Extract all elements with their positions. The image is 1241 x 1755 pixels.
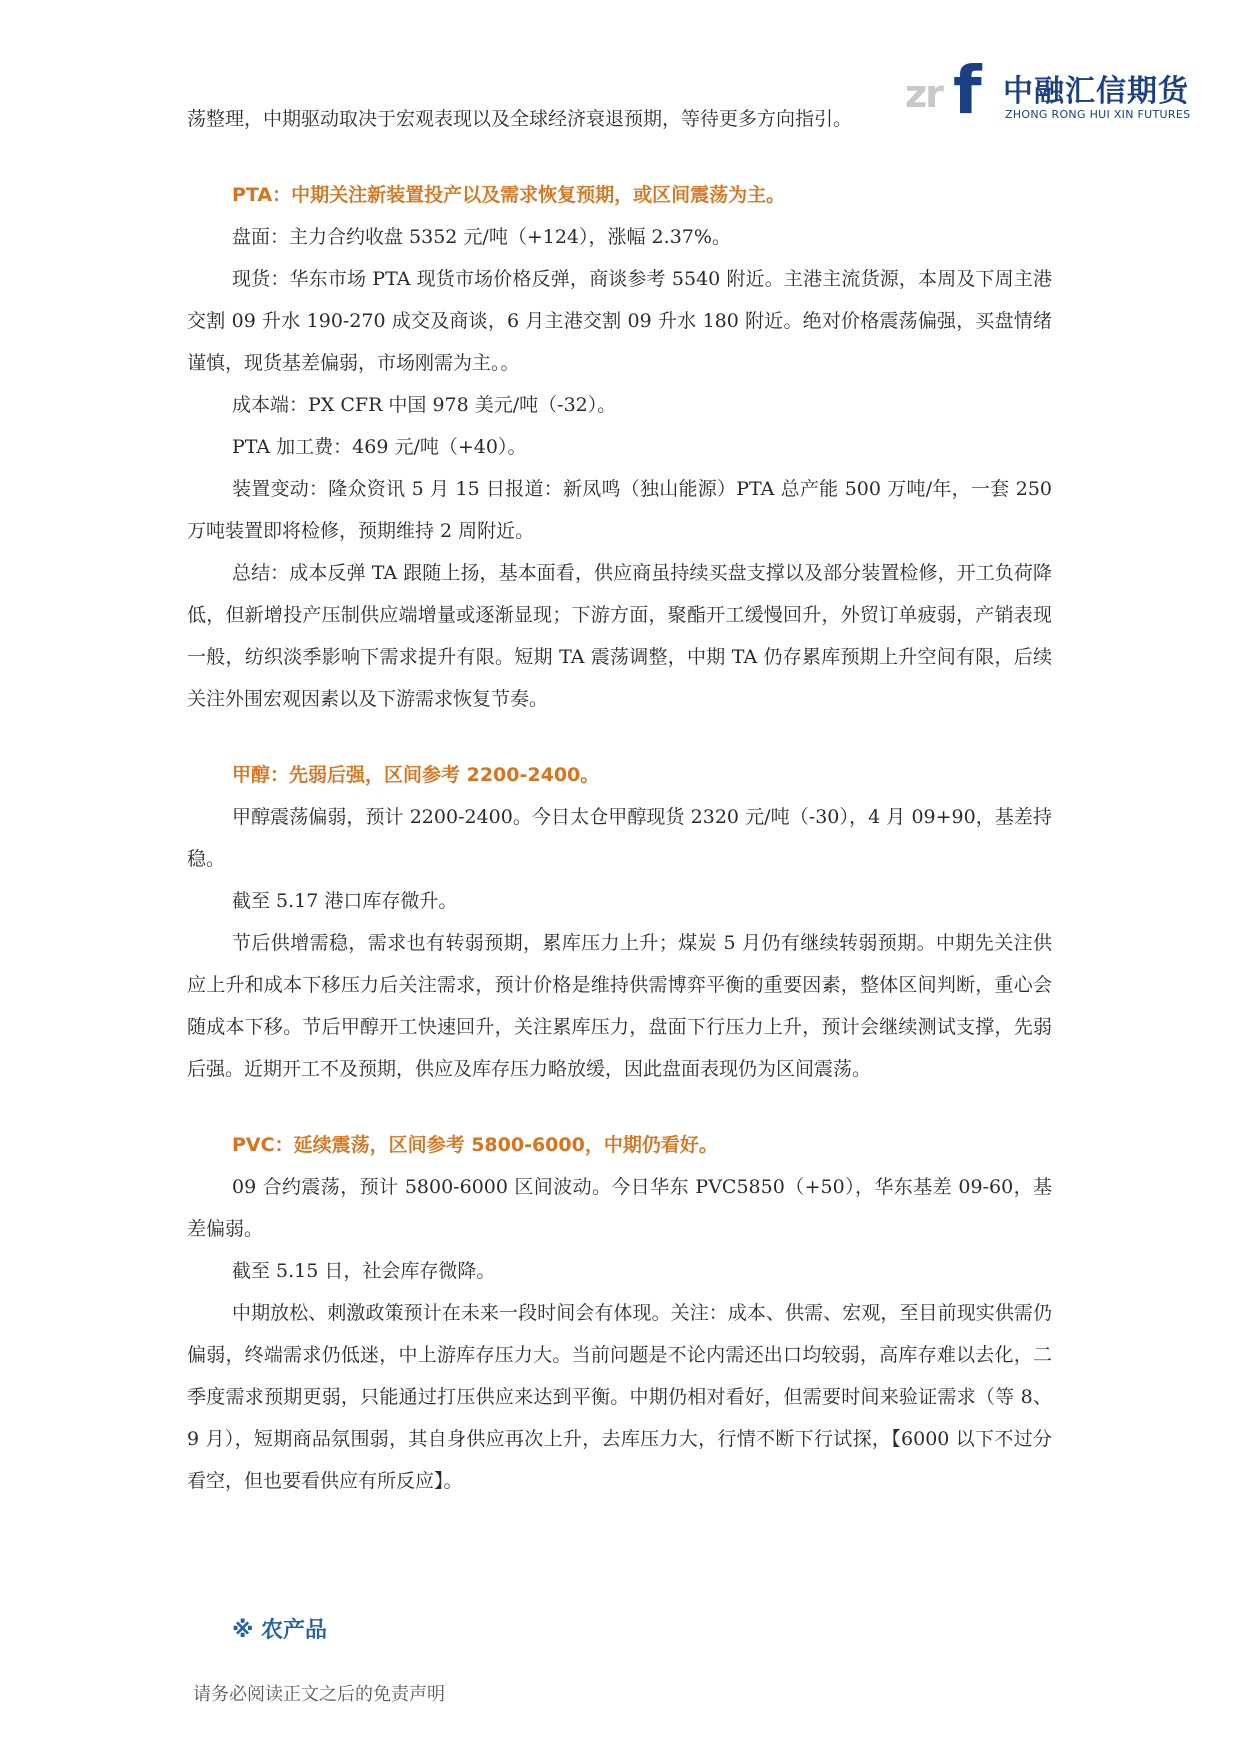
logo-mark-blue: f [953,52,982,129]
pvc-paragraph: 09 合约震荡，预计 5800-6000 区间波动。今日华东 PVC5850（+50），华东基差 09-60，基差偏弱。 [187,1176,1052,1240]
pta-heading: PTA：中期关注新装置投产以及需求恢复预期，或区间震荡为主。 [232,184,786,206]
pta-paragraph: 装置变动：隆众资讯 5 月 15 日报道：新凤鸣（独山能源）PTA 总产能 500 万吨/年，一套 250 万吨装置即将检修，预期维持 2 周附近。 [187,478,1052,542]
pta-paragraph: 总结：成本反弹 TA 跟随上扬，基本面看，供应商虽持续买盘支撑以及部分装置检修，开工负荷降低，但新增投产压制供应端增量或逐渐显现；下游方面，聚酯开工缓慢回升，外贸订单疲弱，产销表现一般，纺织淡季影响下需求提升有限。短期 TA 震荡调整，中期 TA 仍存累库预期上升空间有限，后续关注外围宏观因素以及下游需求恢复节奏。 [187,562,1052,710]
methanol-paragraph: 甲醇震荡偏弱，预计 2200-2400。今日太仓甲醇现货 2320 元/吨（-30），4 月 09+90，基差持稳。 [187,806,1052,870]
intro-paragraph: 荡整理，中期驱动取决于宏观表现以及全球经济衰退预期，等待更多方向指引。 [187,108,853,130]
pvc-heading: PVC：延续震荡，区间参考 5800-6000，中期仍看好。 [232,1134,718,1156]
pta-paragraph: 现货：华东市场 PTA 现货市场价格反弹，商谈参考 5540 附近。主港主流货源，本周及下周主港交割 09 升水 190-270 成交及商谈，6 月主港交割 09 升水 180 附近。绝对价格震荡偏强，买盘情绪谨慎，现货基差偏弱，市场刚需为主。。 [187,268,1052,374]
logo-mark-grey: zr [905,72,942,116]
logo-name-en: ZHONG RONG HUI XIN FUTURES [1005,108,1191,121]
pta-paragraph: 成本端：PX CFR 中国 978 美元/吨（-32）。 [232,394,617,416]
methanol-heading: 甲醇：先弱后强，区间参考 2200-2400。 [232,764,600,786]
report-body [187,98,1052,1502]
pvc-paragraph: 截至 5.15 日，社会库存微降。 [232,1260,496,1282]
methanol-paragraph: 节后供增需稳，需求也有转弱预期，累库压力上升；煤炭 5 月仍有继续转弱预期。中期先关注供应上升和成本下移压力后关注需求，预计价格是维持供需博弈平衡的重要因素，整体区间判断，重心会随成本下移。节后甲醇开工快速回升，关注累库压力，盘面下行压力上升，预计会继续测试支撑，先弱后强。近期开工不及预期，供应及库存压力略放缓，因此盘面表现仍为区间震荡。 [187,932,1052,1080]
pta-paragraph: PTA 加工费：469 元/吨（+40）。 [232,436,527,458]
pvc-paragraph: 中期放松、刺激政策预计在未来一段时间会有体现。关注：成本、供需、宏观，至目前现实供需仍偏弱，终端需求仍低迷，中上游库存压力大。当前问题是不论内需还出口均较弱，高库存难以去化，二季度需求预期更弱，只能通过打压供应来达到平衡。中期仍相对看好，但需要时间来验证需求（等 8、9 月），短期商品氛围弱，其自身供应再次上升，去库压力大，行情不断下行试探，【6000 以下不过分看空，但也要看供应有所反应】。 [187,1302,1052,1492]
section-title-agriculture: ※ 农产品 [232,1618,328,1643]
logo-name-cn: 中融汇信期货 [1003,74,1189,109]
disclaimer-footer: 请务必阅读正文之后的免责声明 [193,1684,445,1705]
methanol-paragraph: 截至 5.17 港口库存微升。 [232,890,458,912]
pta-paragraph: 盘面：主力合约收盘 5352 元/吨（+124），涨幅 2.37%。 [232,226,731,248]
